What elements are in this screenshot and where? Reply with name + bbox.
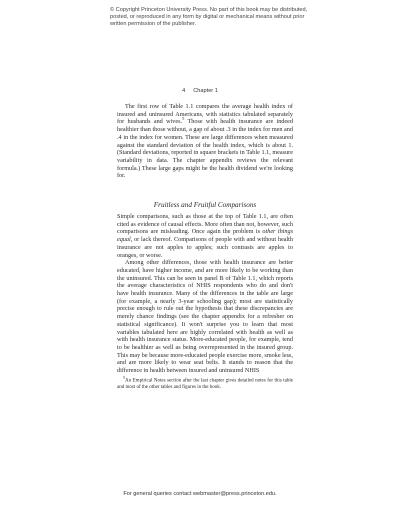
page-number: 4 (182, 88, 186, 94)
footnote-reference: 5 (182, 116, 185, 122)
section-heading: Fruitless and Fruitful Comparisons (153, 201, 257, 209)
copyright-notice: © Copyright Princeton University Press. No part of this book may be distributed, posted, or reproduced in any form by digital or mechanical means without prior written permission of the publisher. (110, 7, 308, 27)
paragraph-3: Among other differences, those with health insurance are better educated, have higher income, and are more likely to be working than the uninsured. This can be seen in panel B of Table 1.1, which reports the average characteristics of NHIS respondents who do and don't have health insurance. Many of the differences in the table are large (for example, a nearly 3-year schooling gap); most are statistically precise enough to rule out the hypothesis that these discrepancies are merely chance findings (see the chapter appendix for a refresher on statistical significance). It won't surprise you to learn that most variables tabulated here are highly correlated with health as well as with health insurance status. More-educated people, for example, tend to be healthier as well as being overrepresented in the insured group. This may be because more-educated people exercise more, smoke less, and are more likely to wear seat belts. It stands to reason that the difference in health between insured and uninsured NHIS (117, 259, 293, 375)
chapter-label: Chapter 1 (193, 88, 218, 94)
footnote (117, 375, 293, 391)
section-body (117, 213, 293, 375)
emphasis-other-things-equal: other things equal (117, 228, 293, 244)
paragraph-1-rest: Those with health insurance are indeed healthier than those without, a gap of about .3 in the index for men and .4 in the index for women. These are large differences when measured against the standard deviation of the health index, which is about 1. (Standard deviations, reported in square brackets in Table 1.1, measure variability in data. The chapter appendix reviews the relevant formula.) These large gaps might be the health dividend we're looking for. (117, 118, 293, 180)
footnote-text: An Empirical Notes section after the last chapter gives detailed notes for this table and most of the other tables and figures in the book. (117, 378, 293, 390)
paragraph-2: Simple comparisons, such as those at the top of Table 1.1, are often cited as evidence of causal effects. More often than not, however, such comparisons are misleading. Once again the problem is other things equal, or lack thereof. Comparisons of people with and without health insurance are not apples to apples; such contrasts are apples to oranges, or worse. (117, 213, 293, 259)
footnote-marker: 5 (123, 375, 125, 380)
page-footer: For general queries contact webmaster@press.princeton.edu. (123, 491, 277, 497)
paragraph-1 (117, 103, 293, 180)
paragraph-1-intro: The first row of Table 1.1 compares the average health index of insured and uninsured Americans, with statistics tabulated separately for husbands and wives. (117, 103, 293, 126)
running-head (0, 88, 400, 94)
